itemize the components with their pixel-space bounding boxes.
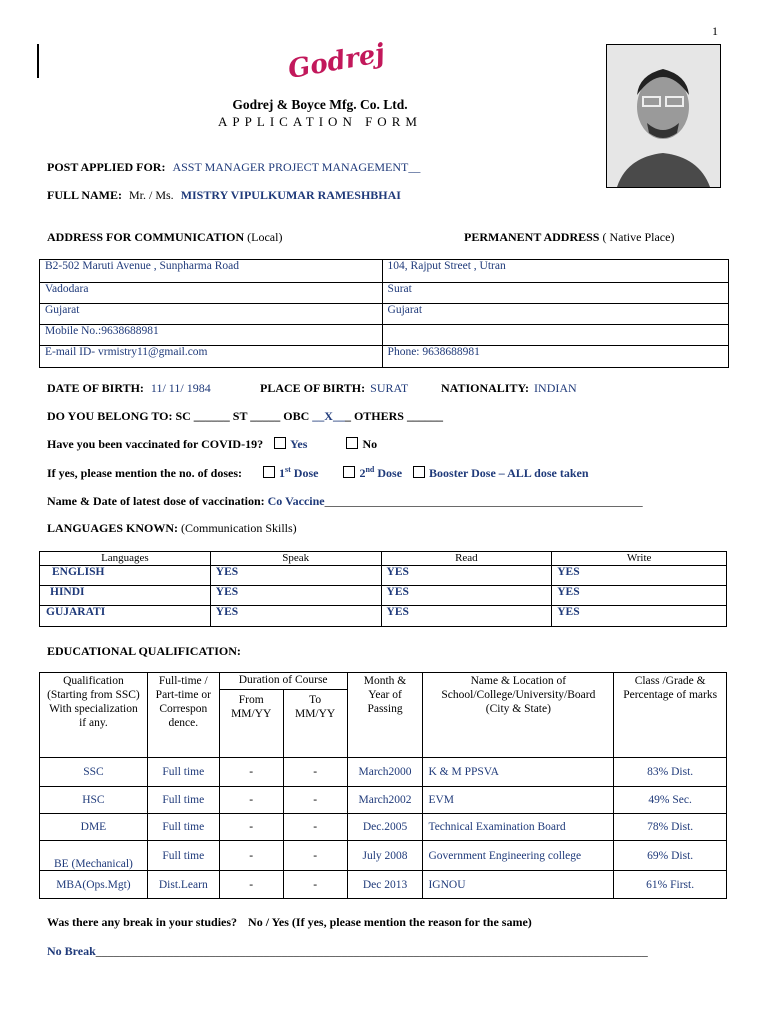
- dose2-checkbox[interactable]: [343, 466, 355, 478]
- edu-cell: 83% Dist.: [614, 758, 727, 787]
- applicant-photo: [606, 44, 721, 188]
- mode-header: Full-time / Part-time or Correspon dence.: [147, 673, 219, 758]
- permanent-address-label: PERMANENT ADDRESS: [464, 230, 600, 244]
- break-options: No / Yes (If yes, please mention the reason for the same): [248, 915, 532, 929]
- covid-row: [47, 437, 377, 452]
- table-row: [40, 814, 727, 841]
- edu-cell: DME: [40, 814, 148, 841]
- table-row: [40, 586, 727, 606]
- table-row: [40, 758, 727, 787]
- table-row: [40, 841, 727, 871]
- edu-cell: July 2008: [347, 841, 423, 871]
- column-header: Read: [381, 552, 552, 566]
- edu-cell: March2002: [347, 787, 423, 814]
- full-name-value: MISTRY VIPULKUMAR RAMESHBHAI: [180, 188, 401, 202]
- languages-heading: [47, 521, 297, 536]
- pob-label: PLACE OF BIRTH:: [260, 381, 366, 395]
- break-answer-row: [47, 944, 737, 959]
- address-table: [39, 259, 729, 368]
- local-address-label: ADDRESS FOR COMMUNICATION: [47, 230, 245, 244]
- dose1-number: 1: [279, 466, 285, 480]
- address-cell: E-mail ID- vrmistry11@gmail.com: [40, 346, 383, 368]
- dose2-sup: nd: [365, 465, 375, 474]
- edu-cell: Full time: [147, 814, 219, 841]
- language-cell: YES: [552, 566, 727, 586]
- edu-cell: -: [283, 841, 347, 871]
- edu-cell: Technical Examination Board: [423, 814, 614, 841]
- column-header: Speak: [210, 552, 381, 566]
- full-name-row: [47, 188, 401, 203]
- language-name: GUJARATI: [40, 606, 211, 627]
- edu-cell: IGNOU: [423, 871, 614, 899]
- edu-cell: Full time: [147, 787, 219, 814]
- address-cell: Surat: [382, 283, 728, 304]
- edu-cell: EVM: [423, 787, 614, 814]
- edu-cell: -: [219, 758, 283, 787]
- dob-label: DATE OF BIRTH:: [47, 381, 144, 395]
- edu-cell: Dec.2005: [347, 814, 423, 841]
- edu-cell: -: [283, 787, 347, 814]
- company-name: Godrej & Boyce Mfg. Co. Ltd.: [232, 97, 408, 112]
- address-cell: Vadodara: [40, 283, 383, 304]
- covid-no-checkbox[interactable]: [346, 437, 358, 449]
- edu-cell: Dist.Learn: [147, 871, 219, 899]
- category-row: [47, 409, 443, 424]
- from-header: From MM/YY: [219, 690, 283, 758]
- dob-row: [47, 381, 211, 396]
- post-applied-row: [47, 160, 420, 175]
- passing-header: Month & Year of Passing: [347, 673, 423, 758]
- grade-header: Class /Grade & Percentage of marks: [614, 673, 727, 758]
- break-answer-line: ____________________________________________________________________________________________: [95, 944, 648, 958]
- booster-checkbox[interactable]: [413, 466, 425, 478]
- education-table: [39, 672, 727, 899]
- break-question-row: [47, 915, 532, 930]
- full-name-label: FULL NAME:: [47, 188, 122, 202]
- table-row: [40, 325, 729, 346]
- language-cell: YES: [552, 586, 727, 606]
- edu-cell: -: [283, 814, 347, 841]
- school-header: Name & Location of School/College/University/Board (City & State): [423, 673, 614, 758]
- language-cell: YES: [552, 606, 727, 627]
- doses-row: [47, 465, 589, 481]
- nationality-label: NATIONALITY:: [441, 381, 530, 395]
- table-row: [40, 304, 729, 325]
- category-label: DO YOU BELONG TO: SC ______ ST _____ OBC: [47, 409, 310, 423]
- margin-bar: [37, 44, 39, 78]
- address-cell: Gujarat: [40, 304, 383, 325]
- local-address-note: (Local): [247, 230, 283, 244]
- covid-question: Have you been vaccinated for COVID-19?: [47, 437, 264, 451]
- nationality-value: INDIAN: [534, 381, 577, 395]
- address-cell: 104, Rajput Street , Utran: [382, 260, 728, 283]
- edu-cell: HSC: [40, 787, 148, 814]
- edu-cell: 61% First.: [614, 871, 727, 899]
- language-cell: YES: [210, 606, 381, 627]
- language-name: HINDI: [40, 586, 211, 606]
- languages-table: [39, 551, 727, 627]
- latest-dose-line: _____________________________________________________: [324, 494, 643, 508]
- edu-cell: MBA(Ops.Mgt): [40, 871, 148, 899]
- edu-cell: -: [219, 871, 283, 899]
- language-name: ENGLISH: [40, 566, 211, 586]
- page-number: 1: [712, 24, 718, 38]
- edu-cell: BE (Mechanical): [40, 841, 148, 871]
- permanent-address-note: ( Native Place): [602, 230, 675, 244]
- edu-cell: K & M PPSVA: [423, 758, 614, 787]
- local-address-heading: [47, 230, 282, 245]
- dob-value: 11/ 11/ 1984: [150, 381, 211, 395]
- dose1-label: [279, 466, 318, 480]
- dose2-number: 2: [359, 466, 366, 480]
- language-cell: YES: [381, 606, 552, 627]
- address-cell: Mobile No.:9638688981: [40, 325, 383, 346]
- obc-mark: __X__: [312, 409, 345, 423]
- address-cell: B2-502 Maruti Avenue , Sunpharma Road: [40, 260, 383, 283]
- form-title: APPLICATION FORM: [218, 114, 422, 129]
- nationality-row: [441, 381, 577, 396]
- edu-cell: -: [219, 787, 283, 814]
- edu-cell: SSC: [40, 758, 148, 787]
- dose2-text: Dose: [374, 466, 403, 480]
- category-rest: _ OTHERS ______: [344, 409, 443, 423]
- duration-header: Duration of Course: [219, 673, 347, 690]
- address-cell: [382, 325, 728, 346]
- table-row: [40, 566, 727, 586]
- latest-dose-row: [47, 494, 643, 509]
- latest-dose-label: Name & Date of latest dose of vaccination:: [47, 494, 265, 508]
- dose1-sup: st: [285, 465, 291, 474]
- edu-cell: Full time: [147, 841, 219, 871]
- table-row: [40, 871, 727, 899]
- break-question: Was there any break in your studies?: [47, 915, 238, 929]
- covid-yes-checkbox[interactable]: [274, 437, 286, 449]
- edu-cell: 78% Dist.: [614, 814, 727, 841]
- column-header: Languages: [40, 552, 211, 566]
- edu-cell: -: [283, 758, 347, 787]
- language-cell: YES: [210, 566, 381, 586]
- name-prefix: Mr. / Ms.: [129, 188, 174, 202]
- edu-cell: 69% Dist.: [614, 841, 727, 871]
- latest-dose-value: Co Vaccine: [267, 494, 325, 508]
- table-header-row: [40, 552, 727, 566]
- table-row: [40, 283, 729, 304]
- dose1-checkbox[interactable]: [263, 466, 275, 478]
- address-cell: Gujarat: [382, 304, 728, 325]
- post-label: POST APPLIED FOR:: [47, 160, 166, 174]
- covid-no-label: No: [362, 437, 378, 451]
- doses-question: If yes, please mention the no. of doses:: [47, 466, 242, 480]
- table-header-row: [40, 673, 727, 690]
- column-header: Write: [552, 552, 727, 566]
- to-header: To MM/YY: [283, 690, 347, 758]
- language-cell: YES: [381, 566, 552, 586]
- godrej-logo: [284, 38, 388, 86]
- language-cell: YES: [210, 586, 381, 606]
- edu-cell: -: [283, 871, 347, 899]
- covid-yes-label: Yes: [290, 437, 308, 451]
- break-answer: No Break: [47, 944, 96, 958]
- dose2-label: [359, 466, 402, 480]
- table-row: [40, 606, 727, 627]
- education-heading: EDUCATIONAL QUALIFICATION:: [47, 644, 241, 658]
- edu-cell: Government Engineering college: [423, 841, 614, 871]
- languages-note: (Communication Skills): [181, 521, 297, 535]
- edu-cell: March2000: [347, 758, 423, 787]
- booster-label: Booster Dose – ALL dose taken: [429, 466, 589, 480]
- permanent-address-heading: [464, 230, 674, 245]
- edu-cell: -: [219, 841, 283, 871]
- dose1-text: Dose: [290, 466, 319, 480]
- pob-value: SURAT: [370, 381, 409, 395]
- svg-text:Godrej: Godrej: [285, 38, 388, 86]
- qualification-header: Qualification (Starting from SSC) With specialization if any.: [40, 673, 148, 758]
- table-row: [40, 787, 727, 814]
- edu-cell: Dec 2013: [347, 871, 423, 899]
- edu-cell: 49% Sec.: [614, 787, 727, 814]
- address-cell: Phone: 9638688981: [382, 346, 728, 368]
- edu-cell: -: [219, 814, 283, 841]
- language-cell: YES: [381, 586, 552, 606]
- table-row: [40, 260, 729, 283]
- pob-row: [260, 381, 408, 396]
- edu-cell: Full time: [147, 758, 219, 787]
- languages-label: LANGUAGES KNOWN:: [47, 521, 179, 535]
- table-row: [40, 346, 729, 368]
- post-value: ASST MANAGER PROJECT MANAGEMENT__: [172, 160, 421, 174]
